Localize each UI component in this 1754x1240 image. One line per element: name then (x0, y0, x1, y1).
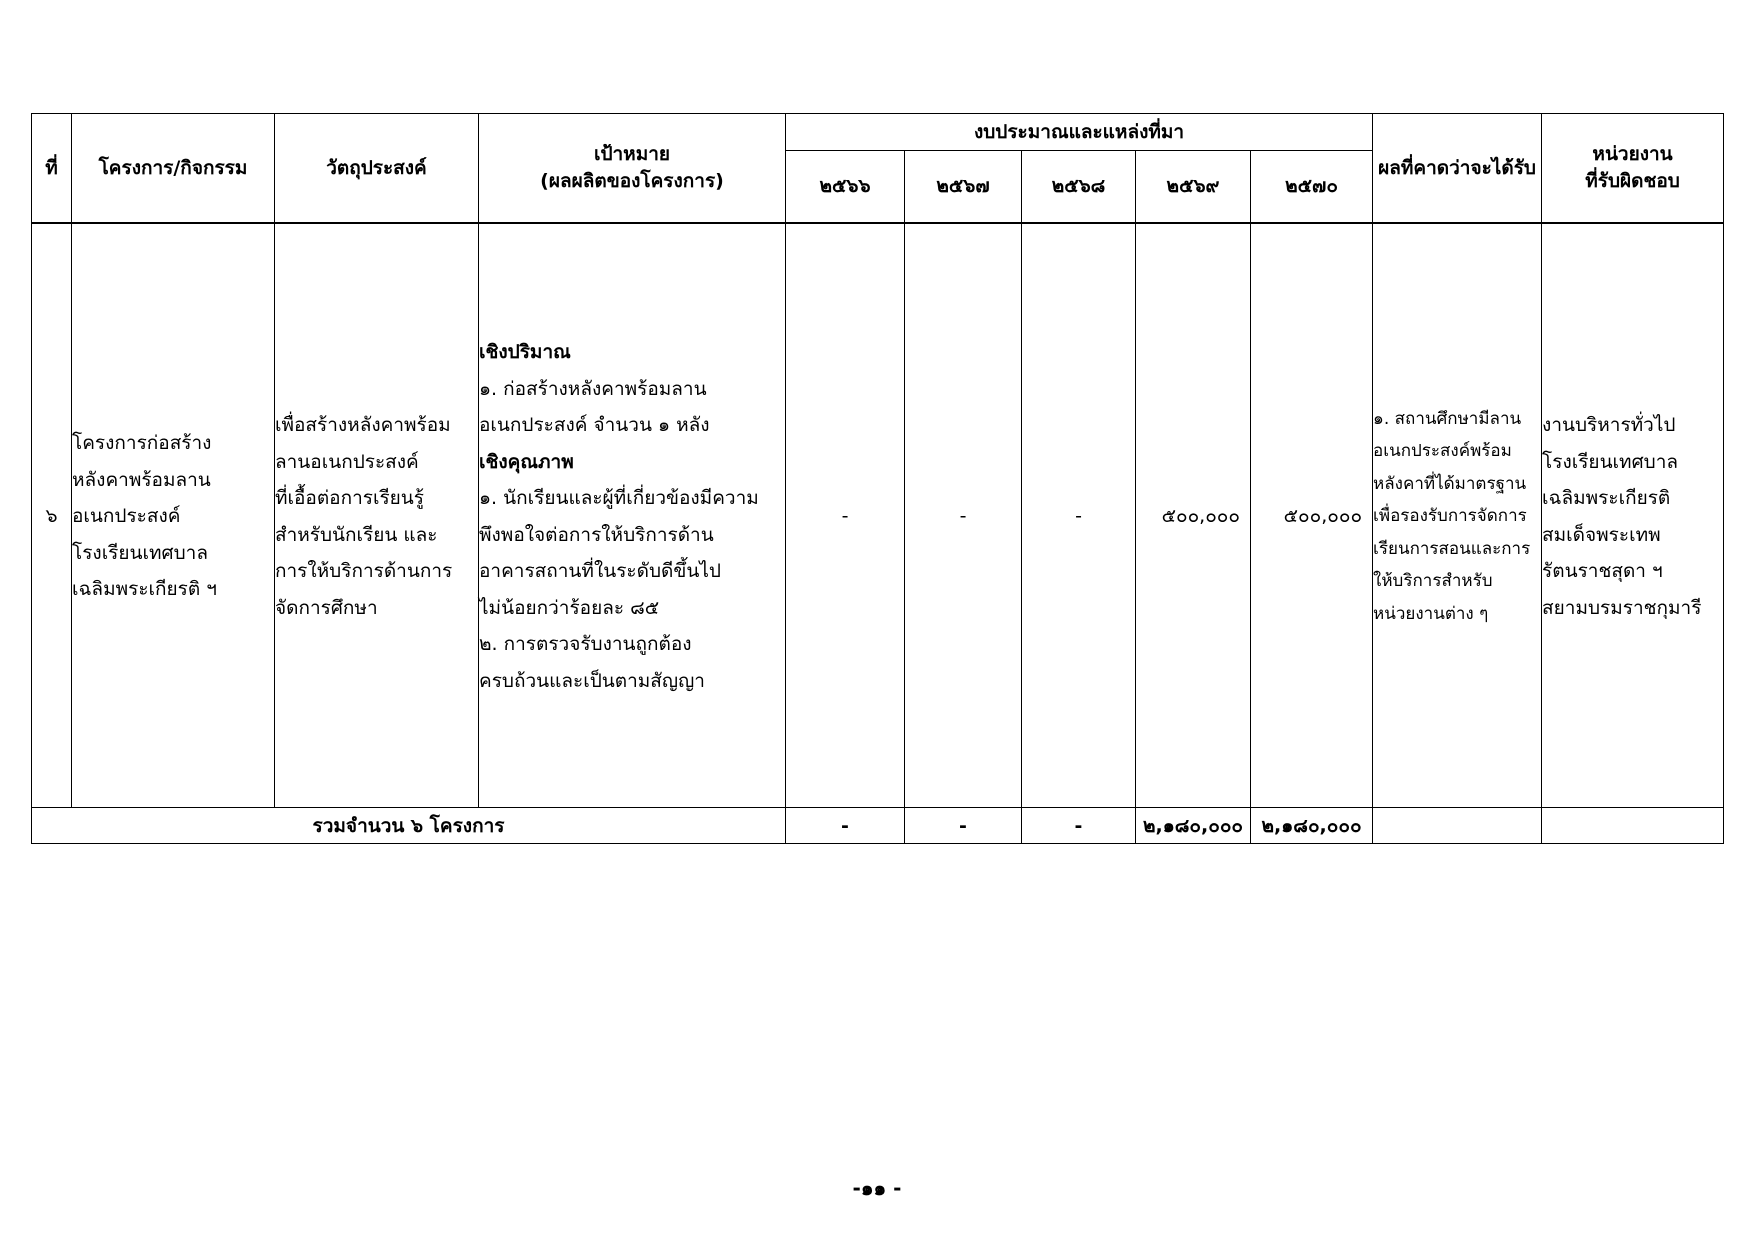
objective-line: สำหรับนักเรียน และ (275, 523, 438, 546)
target-line: ไม่น้อยกว่าร้อยละ ๘๕ (479, 596, 660, 619)
header-year-2568: ๒๕๖๘ (1022, 151, 1136, 224)
header-target-line1: เป้าหมาย (593, 143, 671, 166)
row-objective (275, 223, 479, 808)
row-budget-2568: - (1022, 223, 1136, 808)
total-budget-2570: ๒,๑๘๐,๐๐๐ (1251, 808, 1373, 844)
header-no: ที่ (32, 114, 72, 224)
target-line: ๑. ก่อสร้างหลังคาพร้อมลาน (479, 377, 707, 400)
agency-line: สยามบรมราชกุมารี (1542, 596, 1702, 619)
header-agency (1542, 114, 1724, 224)
objective-line: เพื่อสร้างหลังคาพร้อม (275, 414, 451, 436)
header-year-2567: ๒๕๖๗ (905, 151, 1022, 224)
expected-line: ให้บริการสำหรับ (1373, 571, 1493, 592)
page-number: -๑๑ - (852, 1176, 902, 1200)
table-row (32, 223, 1724, 808)
objective-line: จัดการศึกษา (275, 596, 378, 619)
total-row (32, 808, 1724, 844)
table-header (32, 114, 1724, 224)
objective-line: ลานอเนกประสงค์ (275, 450, 419, 473)
objective-line: การให้บริการด้านการ (275, 560, 453, 582)
project-line: โครงการก่อสร้าง (72, 432, 212, 455)
row-budget-2566: - (786, 223, 905, 808)
header-agency-line1: หน่วยงาน (1592, 143, 1673, 166)
total-budget-2569: ๒,๑๘๐,๐๐๐ (1136, 808, 1251, 844)
row-target (479, 223, 786, 808)
target-line: อาคารสถานที่ในระดับดีขึ้นไป (479, 560, 721, 582)
target-quality-heading: เชิงคุณภาพ (479, 450, 574, 473)
project-line: หลังคาพร้อมลาน (72, 468, 211, 491)
header-year-2570: ๒๕๗๐ (1251, 151, 1373, 224)
objective-line: ที่เอื้อต่อการเรียนรู้ (275, 487, 424, 509)
expected-line: เรียนการสอนและการ (1373, 538, 1531, 559)
header-year-2566: ๒๕๖๖ (786, 151, 905, 224)
project-plan-table (31, 113, 1724, 844)
agency-line: เฉลิมพระเกียรติ (1542, 487, 1671, 509)
row-budget-2570: ๕๐๐,๐๐๐ (1251, 223, 1373, 808)
expected-line: ๑. สถานศึกษามีลาน (1373, 408, 1522, 429)
target-line: พึงพอใจต่อการให้บริการด้าน (479, 523, 714, 546)
agency-line: รัตนราชสุดา ฯ (1542, 560, 1663, 582)
header-target-line2: (ผลผลิตของโครงการ) (540, 170, 724, 192)
total-budget-2567: - (905, 808, 1022, 844)
total-agency (1542, 808, 1724, 844)
row-expected (1373, 223, 1542, 808)
expected-line: หน่วยงานต่าง ๆ (1373, 603, 1489, 624)
expected-line: อเนกประสงค์พร้อม (1373, 441, 1512, 462)
target-line: ครบถ้วนและเป็นตามสัญญา (479, 669, 705, 692)
header-budget-group: งบประมาณและแหล่งที่มา (786, 114, 1373, 151)
row-agency (1542, 223, 1724, 808)
header-year-2569: ๒๕๖๙ (1136, 151, 1251, 224)
project-line: เฉลิมพระเกียรติ ฯ (72, 578, 217, 601)
expected-line: หลังคาที่ได้มาตรฐาน (1373, 473, 1527, 494)
total-budget-2568: - (1022, 808, 1136, 844)
expected-line: เพื่อรองรับการจัดการ (1373, 506, 1527, 527)
row-budget-2569: ๕๐๐,๐๐๐ (1136, 223, 1251, 808)
agency-line: โรงเรียนเทศบาล (1542, 450, 1679, 473)
target-line: อเนกประสงค์ จำนวน ๑ หลัง (479, 414, 710, 436)
header-expected: ผลที่คาดว่าจะได้รับ (1373, 114, 1542, 224)
total-expected (1373, 808, 1542, 844)
header-project: โครงการ/กิจกรรม (72, 114, 275, 224)
row-project (72, 223, 275, 808)
agency-line: งานบริหารทั่วไป (1542, 414, 1676, 436)
project-line: โรงเรียนเทศบาล (72, 541, 208, 564)
header-objective: วัตถุประสงค์ (275, 114, 479, 224)
total-label: รวมจำนวน ๖ โครงการ (32, 808, 786, 844)
target-quantity-heading: เชิงปริมาณ (479, 341, 571, 363)
project-line: อเนกประสงค์ (72, 505, 181, 528)
row-no: ๖ (32, 223, 72, 808)
row-budget-2567: - (905, 223, 1022, 808)
agency-line: สมเด็จพระเทพ (1542, 523, 1661, 546)
header-target (479, 114, 786, 224)
target-line: ๒. การตรวจรับงานถูกต้อง (479, 633, 692, 655)
header-agency-line2: ที่รับผิดชอบ (1585, 170, 1680, 192)
target-line: ๑. นักเรียนและผู้ที่เกี่ยวข้องมีความ (479, 487, 759, 509)
total-budget-2566: - (786, 808, 905, 844)
